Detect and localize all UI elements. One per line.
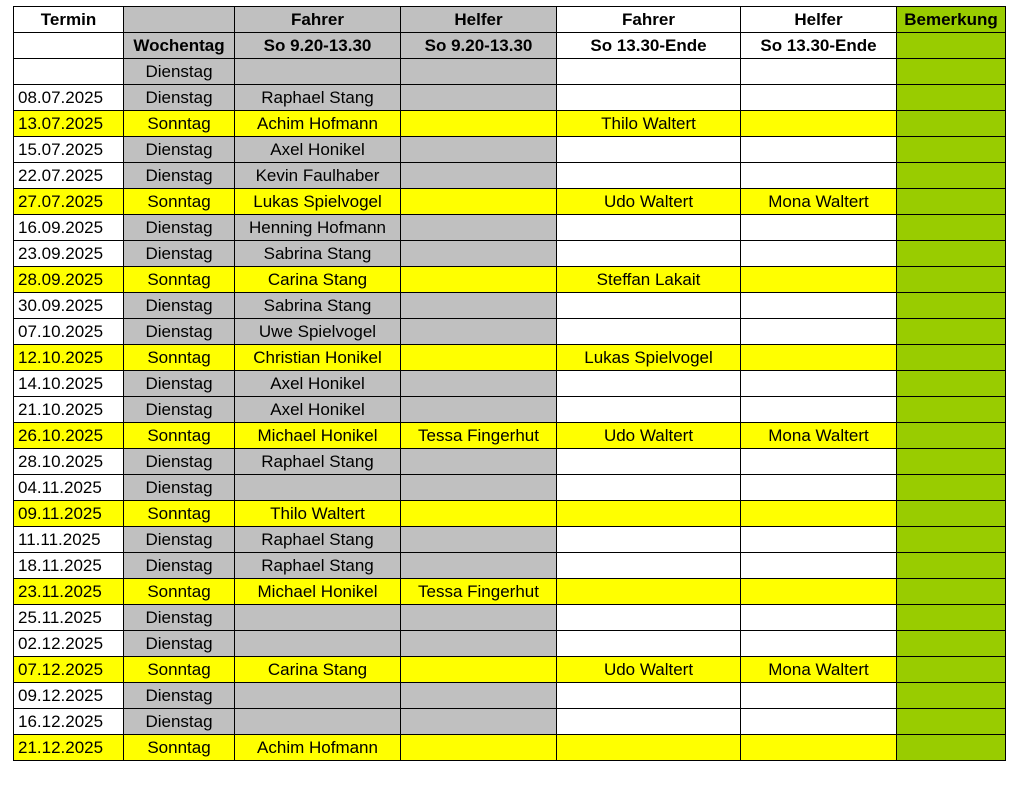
fahrer-morning-cell[interactable]: Raphael Stang — [235, 449, 401, 475]
fahrer-afternoon-cell[interactable] — [557, 85, 741, 111]
helfer-afternoon-cell[interactable] — [741, 85, 897, 111]
date-cell[interactable]: 27.07.2025 — [14, 189, 124, 215]
helfer-afternoon-cell[interactable] — [741, 527, 897, 553]
helfer-afternoon-cell[interactable] — [741, 137, 897, 163]
bemerkung-cell[interactable] — [897, 553, 1006, 579]
table-row — [14, 319, 1006, 345]
helfer-morning-cell[interactable] — [401, 85, 557, 111]
date-cell[interactable]: 13.07.2025 — [14, 111, 124, 137]
fahrer-afternoon-cell[interactable] — [557, 319, 741, 345]
table-row — [14, 215, 1006, 241]
helfer-morning-cell[interactable] — [401, 293, 557, 319]
helfer-morning-cell[interactable] — [401, 527, 557, 553]
table-row — [14, 579, 1006, 605]
weekday-cell[interactable]: Dienstag — [124, 527, 235, 553]
fahrer-morning-cell[interactable] — [235, 683, 401, 709]
fahrer-morning-cell[interactable]: Thilo Waltert — [235, 501, 401, 527]
date-cell[interactable]: 08.07.2025 — [14, 85, 124, 111]
fahrer-afternoon-cell[interactable] — [557, 527, 741, 553]
weekday-cell[interactable]: Dienstag — [124, 215, 235, 241]
bemerkung-cell[interactable] — [897, 111, 1006, 137]
fahrer-morning-cell[interactable] — [235, 631, 401, 657]
table-row — [14, 709, 1006, 735]
date-cell[interactable]: 22.07.2025 — [14, 163, 124, 189]
weekday-cell[interactable]: Sonntag — [124, 111, 235, 137]
helfer-morning-cell[interactable] — [401, 267, 557, 293]
helfer-afternoon-cell[interactable]: Mona Waltert — [741, 423, 897, 449]
helfer-morning-cell[interactable]: Tessa Fingerhut — [401, 423, 557, 449]
fahrer-afternoon-cell[interactable] — [557, 59, 741, 85]
header-fahrer-morning: Fahrer — [235, 7, 401, 33]
weekday-cell[interactable]: Sonntag — [124, 735, 235, 761]
helfer-afternoon-cell[interactable] — [741, 163, 897, 189]
table-row — [14, 397, 1006, 423]
fahrer-afternoon-cell[interactable]: Udo Waltert — [557, 189, 741, 215]
header-helfer-morning: Helfer — [401, 7, 557, 33]
helfer-afternoon-cell[interactable] — [741, 605, 897, 631]
helfer-morning-cell[interactable] — [401, 683, 557, 709]
helfer-afternoon-cell[interactable] — [741, 709, 897, 735]
bemerkung-cell[interactable] — [897, 189, 1006, 215]
helfer-afternoon-cell[interactable] — [741, 735, 897, 761]
table-row — [14, 423, 1006, 449]
weekday-cell[interactable]: Dienstag — [124, 449, 235, 475]
header-bemerkung: Bemerkung — [897, 7, 1006, 33]
bemerkung-cell[interactable] — [897, 423, 1006, 449]
schedule-table — [13, 6, 1006, 761]
date-cell[interactable]: 18.11.2025 — [14, 553, 124, 579]
fahrer-afternoon-cell[interactable] — [557, 397, 741, 423]
bemerkung-cell[interactable] — [897, 345, 1006, 371]
bemerkung-cell[interactable] — [897, 579, 1006, 605]
fahrer-afternoon-cell[interactable] — [557, 293, 741, 319]
helfer-afternoon-cell[interactable] — [741, 501, 897, 527]
table-row — [14, 527, 1006, 553]
bemerkung-cell[interactable] — [897, 397, 1006, 423]
fahrer-morning-cell[interactable]: Michael Honikel — [235, 579, 401, 605]
helfer-morning-cell[interactable] — [401, 137, 557, 163]
date-cell[interactable]: 28.10.2025 — [14, 449, 124, 475]
weekday-cell[interactable]: Dienstag — [124, 631, 235, 657]
fahrer-morning-cell[interactable]: Michael Honikel — [235, 423, 401, 449]
bemerkung-cell[interactable] — [897, 371, 1006, 397]
date-cell[interactable]: 23.09.2025 — [14, 241, 124, 267]
helfer-afternoon-cell[interactable] — [741, 475, 897, 501]
table-row — [14, 137, 1006, 163]
fahrer-morning-cell[interactable]: Sabrina Stang — [235, 293, 401, 319]
subheader-time-afternoon-fahrer: So 13.30-Ende — [557, 33, 741, 59]
subheader-time-afternoon-helfer: So 13.30-Ende — [741, 33, 897, 59]
fahrer-afternoon-cell[interactable] — [557, 631, 741, 657]
weekday-cell[interactable]: Dienstag — [124, 319, 235, 345]
date-cell[interactable]: 15.07.2025 — [14, 137, 124, 163]
bemerkung-cell[interactable] — [897, 267, 1006, 293]
weekday-cell[interactable]: Dienstag — [124, 163, 235, 189]
fahrer-morning-cell[interactable]: Henning Hofmann — [235, 215, 401, 241]
helfer-morning-cell[interactable] — [401, 735, 557, 761]
bemerkung-cell[interactable] — [897, 657, 1006, 683]
date-cell[interactable]: 07.10.2025 — [14, 319, 124, 345]
helfer-morning-cell[interactable] — [401, 605, 557, 631]
helfer-morning-cell[interactable] — [401, 189, 557, 215]
bemerkung-cell[interactable] — [897, 501, 1006, 527]
bemerkung-cell[interactable] — [897, 475, 1006, 501]
subheader-wochentag: Wochentag — [124, 33, 235, 59]
fahrer-afternoon-cell[interactable] — [557, 579, 741, 605]
weekday-cell[interactable]: Dienstag — [124, 137, 235, 163]
helfer-morning-cell[interactable] — [401, 501, 557, 527]
date-cell[interactable]: 28.09.2025 — [14, 267, 124, 293]
date-cell[interactable]: 07.12.2025 — [14, 657, 124, 683]
table-row — [14, 631, 1006, 657]
helfer-afternoon-cell[interactable]: Mona Waltert — [741, 657, 897, 683]
table-row — [14, 241, 1006, 267]
fahrer-afternoon-cell[interactable]: Udo Waltert — [557, 657, 741, 683]
fahrer-afternoon-cell[interactable] — [557, 501, 741, 527]
table-row — [14, 605, 1006, 631]
fahrer-afternoon-cell[interactable] — [557, 735, 741, 761]
date-cell[interactable] — [14, 59, 124, 85]
bemerkung-cell[interactable] — [897, 735, 1006, 761]
helfer-afternoon-cell[interactable] — [741, 683, 897, 709]
table-row — [14, 475, 1006, 501]
fahrer-morning-cell[interactable]: Sabrina Stang — [235, 241, 401, 267]
fahrer-afternoon-cell[interactable] — [557, 215, 741, 241]
weekday-cell[interactable]: Dienstag — [124, 85, 235, 111]
fahrer-morning-cell[interactable]: Carina Stang — [235, 267, 401, 293]
header-termin: Termin — [14, 7, 124, 33]
fahrer-afternoon-cell[interactable] — [557, 475, 741, 501]
fahrer-morning-cell[interactable]: Uwe Spielvogel — [235, 319, 401, 345]
table-row — [14, 449, 1006, 475]
fahrer-morning-cell[interactable]: Axel Honikel — [235, 371, 401, 397]
fahrer-afternoon-cell[interactable]: Steffan Lakait — [557, 267, 741, 293]
bemerkung-cell[interactable] — [897, 683, 1006, 709]
bemerkung-cell[interactable] — [897, 631, 1006, 657]
fahrer-morning-cell[interactable] — [235, 709, 401, 735]
helfer-afternoon-cell[interactable] — [741, 111, 897, 137]
weekday-cell[interactable]: Dienstag — [124, 553, 235, 579]
fahrer-morning-cell[interactable]: Lukas Spielvogel — [235, 189, 401, 215]
fahrer-afternoon-cell[interactable] — [557, 605, 741, 631]
date-cell[interactable]: 21.12.2025 — [14, 735, 124, 761]
helfer-morning-cell[interactable] — [401, 553, 557, 579]
fahrer-morning-cell[interactable]: Raphael Stang — [235, 527, 401, 553]
fahrer-morning-cell[interactable]: Axel Honikel — [235, 397, 401, 423]
date-cell[interactable]: 09.12.2025 — [14, 683, 124, 709]
table-row — [14, 657, 1006, 683]
bemerkung-cell[interactable] — [897, 215, 1006, 241]
weekday-cell[interactable]: Sonntag — [124, 189, 235, 215]
helfer-morning-cell[interactable] — [401, 475, 557, 501]
date-cell[interactable]: 26.10.2025 — [14, 423, 124, 449]
fahrer-afternoon-cell[interactable]: Lukas Spielvogel — [557, 345, 741, 371]
helfer-morning-cell[interactable] — [401, 631, 557, 657]
date-cell[interactable]: 12.10.2025 — [14, 345, 124, 371]
table-row — [14, 371, 1006, 397]
weekday-cell[interactable]: Dienstag — [124, 59, 235, 85]
helfer-afternoon-cell[interactable] — [741, 293, 897, 319]
fahrer-morning-cell[interactable]: Raphael Stang — [235, 553, 401, 579]
helfer-afternoon-cell[interactable] — [741, 319, 897, 345]
header-empty-1 — [124, 7, 235, 33]
helfer-morning-cell[interactable] — [401, 371, 557, 397]
table-row — [14, 111, 1006, 137]
table-row — [14, 293, 1006, 319]
helfer-afternoon-cell[interactable] — [741, 241, 897, 267]
weekday-cell[interactable]: Sonntag — [124, 423, 235, 449]
helfer-morning-cell[interactable] — [401, 709, 557, 735]
fahrer-morning-cell[interactable]: Axel Honikel — [235, 137, 401, 163]
weekday-cell[interactable]: Dienstag — [124, 371, 235, 397]
fahrer-afternoon-cell[interactable] — [557, 241, 741, 267]
fahrer-afternoon-cell[interactable] — [557, 137, 741, 163]
weekday-cell[interactable]: Dienstag — [124, 475, 235, 501]
fahrer-afternoon-cell[interactable] — [557, 683, 741, 709]
bemerkung-cell[interactable] — [897, 137, 1006, 163]
helfer-afternoon-cell[interactable] — [741, 345, 897, 371]
helfer-morning-cell[interactable] — [401, 657, 557, 683]
bemerkung-cell[interactable] — [897, 319, 1006, 345]
helfer-morning-cell[interactable]: Tessa Fingerhut — [401, 579, 557, 605]
bemerkung-cell[interactable] — [897, 293, 1006, 319]
date-cell[interactable]: 14.10.2025 — [14, 371, 124, 397]
helfer-morning-cell[interactable] — [401, 449, 557, 475]
fahrer-morning-cell[interactable]: Achim Hofmann — [235, 111, 401, 137]
table-row — [14, 683, 1006, 709]
helfer-afternoon-cell[interactable] — [741, 371, 897, 397]
weekday-cell[interactable]: Sonntag — [124, 267, 235, 293]
date-cell[interactable]: 09.11.2025 — [14, 501, 124, 527]
subheader-time-morning-fahrer: So 9.20-13.30 — [235, 33, 401, 59]
helfer-afternoon-cell[interactable] — [741, 631, 897, 657]
fahrer-morning-cell[interactable] — [235, 475, 401, 501]
fahrer-afternoon-cell[interactable] — [557, 709, 741, 735]
table-row — [14, 85, 1006, 111]
date-cell[interactable]: 23.11.2025 — [14, 579, 124, 605]
helfer-morning-cell[interactable] — [401, 111, 557, 137]
header-row-1 — [14, 7, 1006, 33]
table-row — [14, 267, 1006, 293]
schedule-body — [14, 59, 1006, 761]
bemerkung-cell[interactable] — [897, 605, 1006, 631]
fahrer-afternoon-cell[interactable] — [557, 553, 741, 579]
weekday-cell[interactable]: Dienstag — [124, 397, 235, 423]
header-fahrer-afternoon: Fahrer — [557, 7, 741, 33]
helfer-morning-cell[interactable] — [401, 397, 557, 423]
helfer-afternoon-cell[interactable] — [741, 397, 897, 423]
weekday-cell[interactable]: Dienstag — [124, 241, 235, 267]
fahrer-afternoon-cell[interactable] — [557, 449, 741, 475]
table-row — [14, 501, 1006, 527]
date-cell[interactable]: 16.12.2025 — [14, 709, 124, 735]
table-row — [14, 163, 1006, 189]
helfer-morning-cell[interactable] — [401, 319, 557, 345]
weekday-cell[interactable]: Sonntag — [124, 579, 235, 605]
fahrer-morning-cell[interactable]: Kevin Faulhaber — [235, 163, 401, 189]
weekday-cell[interactable]: Sonntag — [124, 657, 235, 683]
helfer-afternoon-cell[interactable] — [741, 553, 897, 579]
table-row — [14, 189, 1006, 215]
helfer-afternoon-cell[interactable]: Mona Waltert — [741, 189, 897, 215]
weekday-cell[interactable]: Dienstag — [124, 709, 235, 735]
fahrer-afternoon-cell[interactable]: Udo Waltert — [557, 423, 741, 449]
bemerkung-cell[interactable] — [897, 59, 1006, 85]
bemerkung-cell[interactable] — [897, 709, 1006, 735]
date-cell[interactable]: 21.10.2025 — [14, 397, 124, 423]
header-helfer-afternoon: Helfer — [741, 7, 897, 33]
subheader-empty — [14, 33, 124, 59]
weekday-cell[interactable]: Dienstag — [124, 293, 235, 319]
helfer-afternoon-cell[interactable] — [741, 579, 897, 605]
bemerkung-cell[interactable] — [897, 163, 1006, 189]
helfer-morning-cell[interactable] — [401, 215, 557, 241]
fahrer-afternoon-cell[interactable] — [557, 371, 741, 397]
date-cell[interactable]: 25.11.2025 — [14, 605, 124, 631]
fahrer-afternoon-cell[interactable]: Thilo Waltert — [557, 111, 741, 137]
weekday-cell[interactable]: Sonntag — [124, 345, 235, 371]
fahrer-morning-cell[interactable] — [235, 59, 401, 85]
header-row-2 — [14, 33, 1006, 59]
helfer-afternoon-cell[interactable] — [741, 215, 897, 241]
subheader-bemerkung — [897, 33, 1006, 59]
fahrer-morning-cell[interactable] — [235, 605, 401, 631]
fahrer-afternoon-cell[interactable] — [557, 163, 741, 189]
date-cell[interactable]: 11.11.2025 — [14, 527, 124, 553]
fahrer-morning-cell[interactable]: Christian Honikel — [235, 345, 401, 371]
weekday-cell[interactable]: Sonntag — [124, 501, 235, 527]
helfer-morning-cell[interactable] — [401, 163, 557, 189]
bemerkung-cell[interactable] — [897, 527, 1006, 553]
bemerkung-cell[interactable] — [897, 449, 1006, 475]
helfer-morning-cell[interactable] — [401, 241, 557, 267]
date-cell[interactable]: 30.09.2025 — [14, 293, 124, 319]
helfer-afternoon-cell[interactable] — [741, 449, 897, 475]
date-cell[interactable]: 04.11.2025 — [14, 475, 124, 501]
table-row — [14, 59, 1006, 85]
fahrer-morning-cell[interactable]: Raphael Stang — [235, 85, 401, 111]
table-row — [14, 345, 1006, 371]
weekday-cell[interactable]: Dienstag — [124, 605, 235, 631]
table-row — [14, 553, 1006, 579]
fahrer-morning-cell[interactable]: Achim Hofmann — [235, 735, 401, 761]
date-cell[interactable]: 16.09.2025 — [14, 215, 124, 241]
bemerkung-cell[interactable] — [897, 241, 1006, 267]
fahrer-morning-cell[interactable]: Carina Stang — [235, 657, 401, 683]
date-cell[interactable]: 02.12.2025 — [14, 631, 124, 657]
weekday-cell[interactable]: Dienstag — [124, 683, 235, 709]
bemerkung-cell[interactable] — [897, 85, 1006, 111]
helfer-morning-cell[interactable] — [401, 345, 557, 371]
helfer-morning-cell[interactable] — [401, 59, 557, 85]
table-row — [14, 735, 1006, 761]
helfer-afternoon-cell[interactable] — [741, 267, 897, 293]
helfer-afternoon-cell[interactable] — [741, 59, 897, 85]
subheader-time-morning-helfer: So 9.20-13.30 — [401, 33, 557, 59]
